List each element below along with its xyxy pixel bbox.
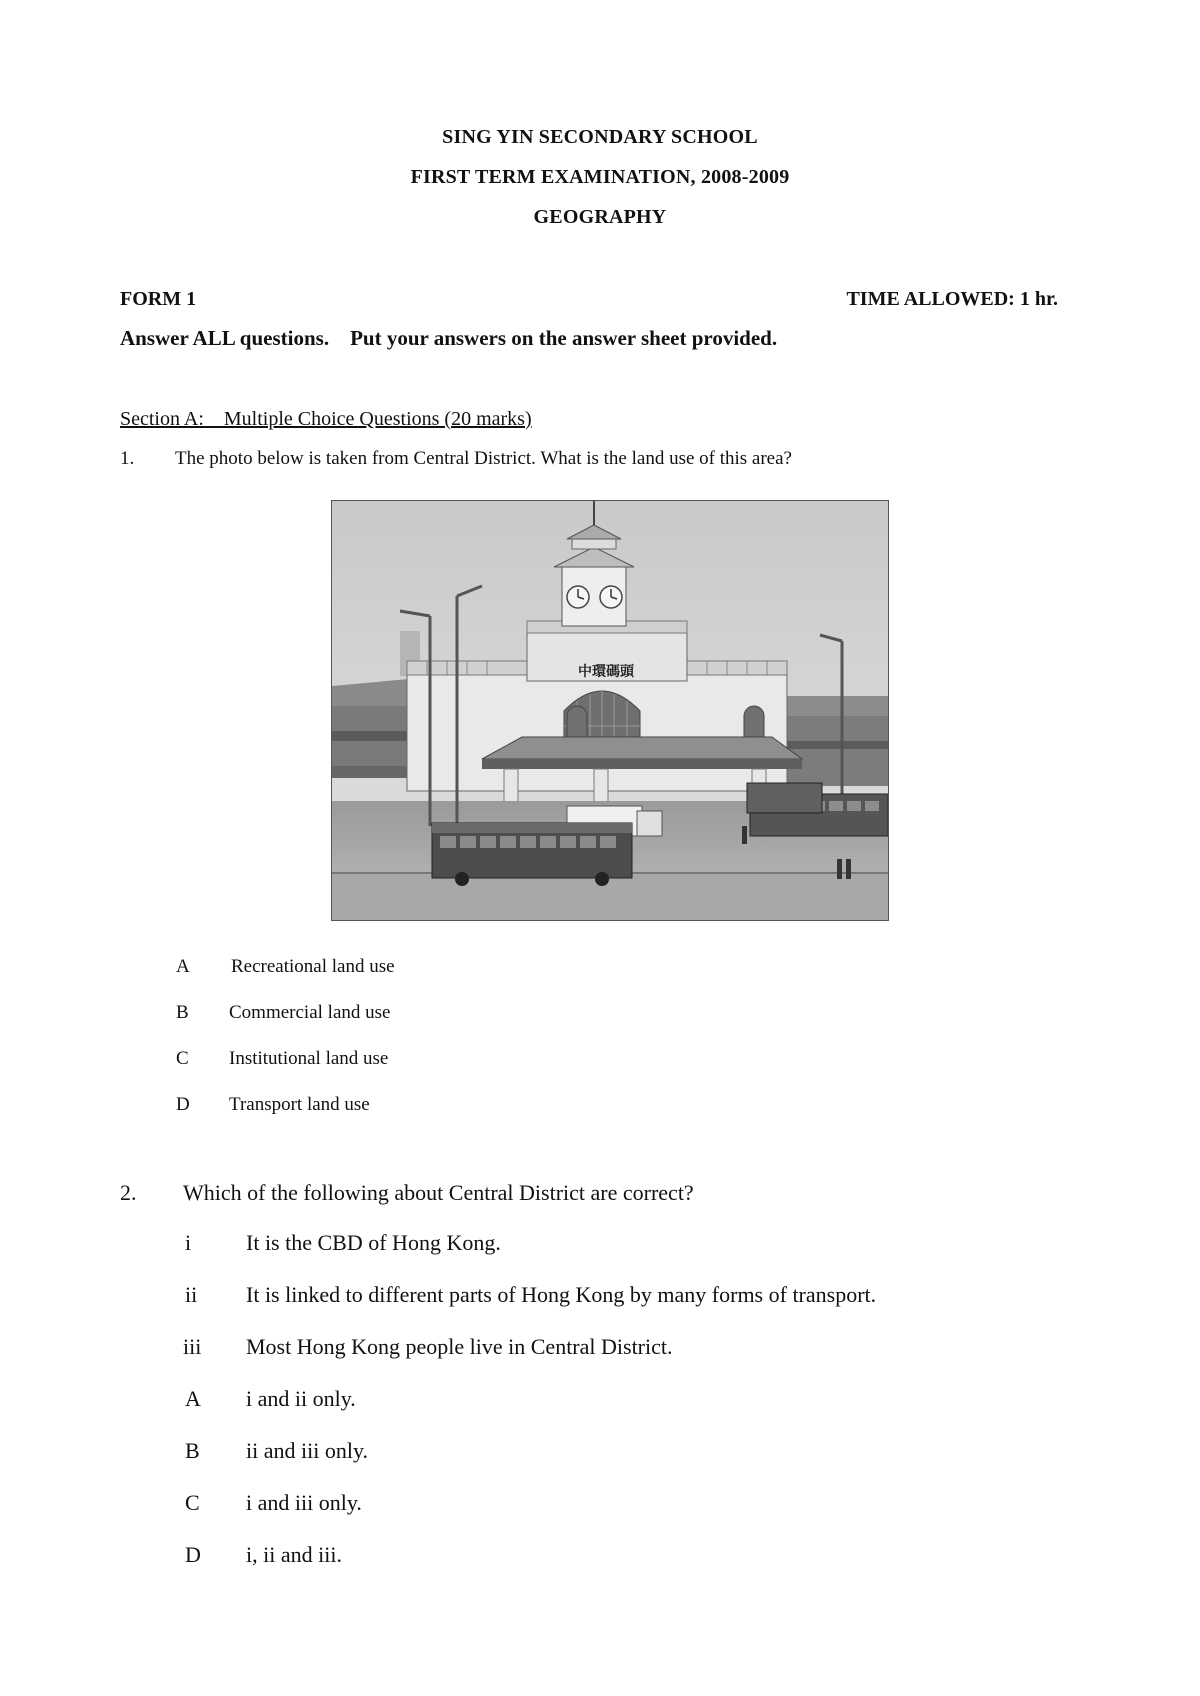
q2-text: Which of the following about Central District are correct? <box>183 1180 694 1205</box>
instructions: Answer ALL questions. Put your answers on the answer sheet provided. <box>120 326 778 350</box>
central-pier-photo <box>331 500 889 921</box>
q2-number: 2. <box>120 1180 137 1205</box>
time-allowed: TIME ALLOWED: 1 hr. <box>846 288 1058 310</box>
q2-option-a-text: i and ii only. <box>246 1386 356 1411</box>
q2-statement-i-numeral: i <box>185 1230 192 1255</box>
q2-statement-i-text: It is the CBD of Hong Kong. <box>246 1230 501 1255</box>
q2-option-d-letter: D <box>185 1542 201 1567</box>
q2-option-a-letter: A <box>185 1386 201 1411</box>
q1-option-d-letter: D <box>176 1094 190 1115</box>
q1-option-a-letter: A <box>176 956 190 977</box>
q2-statement-iii-numeral: iii <box>183 1334 202 1359</box>
q2-option-c-text: i and iii only. <box>246 1490 362 1515</box>
subject-title: GEOGRAPHY <box>533 206 667 228</box>
q1-option-a-text: Recreational land use <box>231 956 395 977</box>
section-a-title: Section A: Multiple Choice Questions (20 marks) <box>120 408 532 430</box>
q2-option-b-letter: B <box>185 1438 200 1463</box>
school-name: SING YIN SECONDARY SCHOOL <box>442 126 758 148</box>
q1-option-b-text: Commercial land use <box>229 1002 391 1023</box>
q1-option-d-text: Transport land use <box>229 1094 370 1115</box>
q2-option-c-letter: C <box>185 1490 200 1515</box>
q2-option-b-text: ii and iii only. <box>246 1438 369 1463</box>
q2-statement-ii-text: It is linked to different parts of Hong Kong by many forms of transport. <box>246 1282 877 1307</box>
q2-statement-ii-numeral: ii <box>185 1282 198 1307</box>
q1-option-c-letter: C <box>176 1048 189 1069</box>
q1-number: 1. <box>120 448 135 469</box>
exam-title: FIRST TERM EXAMINATION, 2008-2009 <box>410 166 790 188</box>
q2-option-d-text: i, ii and iii. <box>246 1542 342 1567</box>
pier-sign: 中環碼頭 <box>578 664 634 680</box>
q1-text: The photo below is taken from Central District. What is the land use of this area? <box>175 448 792 469</box>
form-label: FORM 1 <box>120 288 197 310</box>
q1-option-b-letter: B <box>176 1002 189 1023</box>
q1-option-c-text: Institutional land use <box>229 1048 389 1069</box>
q2-statement-iii-text: Most Hong Kong people live in Central District. <box>246 1334 673 1359</box>
